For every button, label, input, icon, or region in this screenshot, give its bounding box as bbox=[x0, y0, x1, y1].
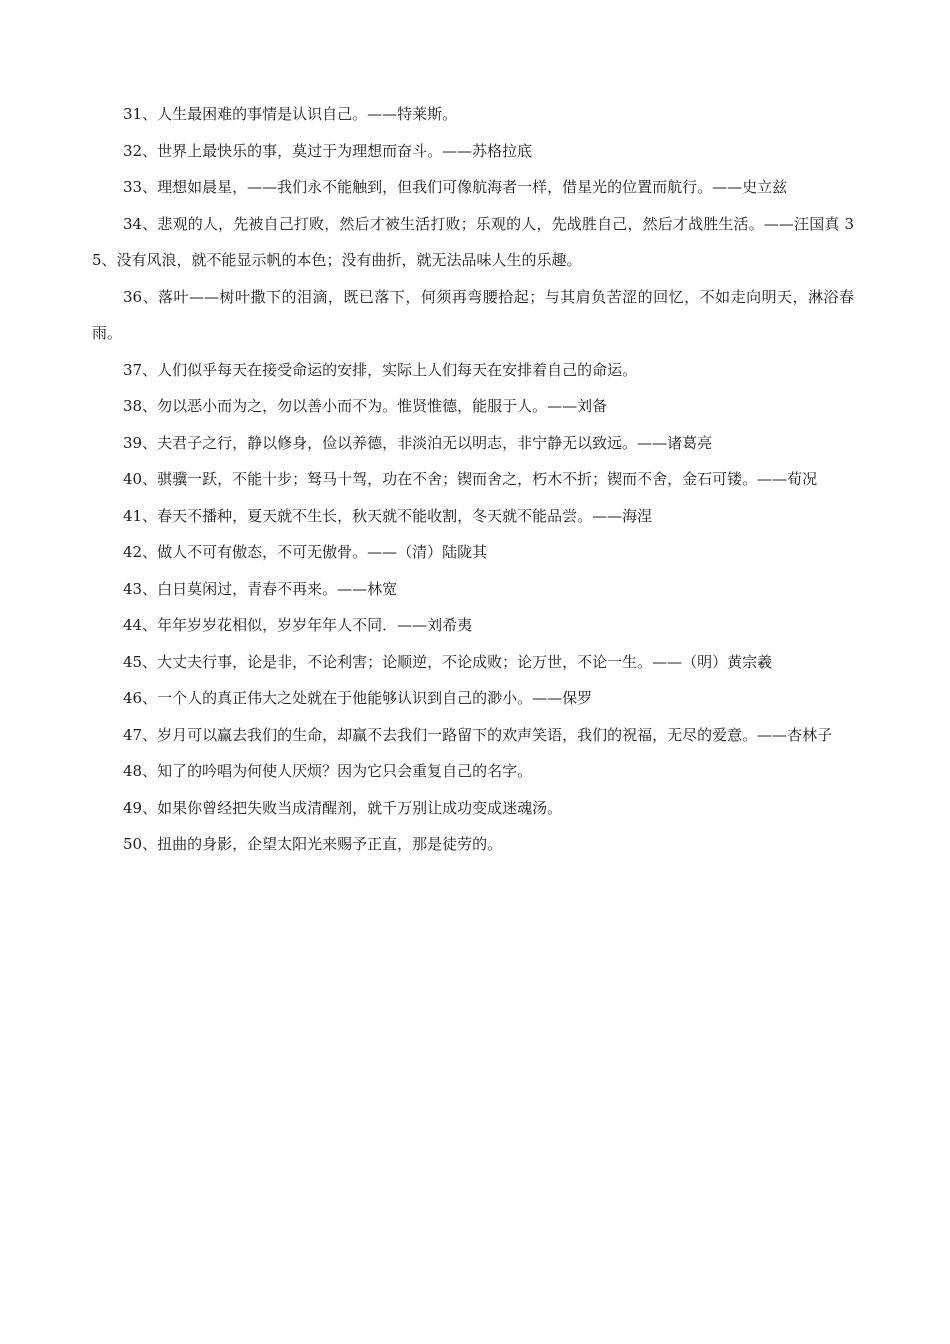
quote-46: 46、一个人的真正伟大之处就在于他能够认识到自己的渺小。——保罗 bbox=[123, 689, 593, 707]
quote-39: 39、夫君子之行，静以修身，俭以养德，非淡泊无以明志，非宁静无以致远。——诸葛亮 bbox=[123, 433, 713, 452]
quote-45: 45、大丈夫行事，论是非，不论利害；论顺逆，不论成败；论万世，不论一生。——（明）黄宗羲 bbox=[123, 652, 773, 671]
quote-31: 31、人生最困难的事情是认识自己。——特莱斯。 bbox=[123, 105, 458, 123]
quote-36: 36、落叶——树叶撒下的泪滴，既已落下，何须再弯腰拾起；与其肩负苦涩的回忆，不如走向明天，淋浴春雨。 bbox=[92, 287, 854, 342]
quote-49: 49、如果你曾经把失败当成清醒剂，就千万别让成功变成迷魂汤。 bbox=[123, 798, 563, 817]
quote-32: 32、世界上最快乐的事，莫过于为理想而奋斗。——苏格拉底 bbox=[123, 141, 533, 160]
quote-43: 43、白日莫闲过，青春不再来。——林宽 bbox=[123, 579, 398, 598]
quote-33: 33、理想如晨星，——我们永不能触到，但我们可像航海者一样，借星光的位置而航行。——史立兹 bbox=[123, 178, 788, 196]
quote-42: 42、做人不可有傲态，不可无傲骨。——（清）陆陇其 bbox=[123, 543, 488, 561]
quote-50: 50、扭曲的身影，企望太阳光来赐予正直，那是徒劳的。 bbox=[123, 835, 503, 853]
quote-34-35: 34、悲观的人，先被自己打败，然后才被生活打败；乐观的人，先战胜自己，然后才战胜生活。——汪国真 35、没有风浪，就不能显示帆的本色；没有曲折，就无法品味人生的乐趣。 bbox=[92, 214, 854, 269]
quote-48: 48、知了的吟唱为何使人厌烦？因为它只会重复自己的名字。 bbox=[123, 762, 533, 780]
quote-40: 40、骐骥一跃，不能十步；驽马十驾，功在不舍；锲而舍之，朽木不折；锲而不舍，金石可镂。——荀况 bbox=[123, 470, 818, 488]
quote-list bbox=[92, 96, 854, 863]
quote-41: 41、春天不播种，夏天就不生长，秋天就不能收割，冬天就不能品尝。——海涅 bbox=[123, 506, 653, 525]
quote-37: 37、人们似乎每天在接受命运的安排，实际上人们每天在安排着自己的命运。 bbox=[123, 360, 638, 379]
quote-38: 38、勿以恶小而为之，勿以善小而不为。惟贤惟德，能服于人。——刘备 bbox=[123, 397, 608, 415]
quote-47: 47、岁月可以赢去我们的生命，却赢不去我们一路留下的欢声笑语，我们的祝福，无尽的爱意。——杏林子 bbox=[123, 725, 833, 744]
quote-44: 44、年年岁岁花相似，岁岁年年人不同．——刘希夷 bbox=[123, 616, 473, 634]
